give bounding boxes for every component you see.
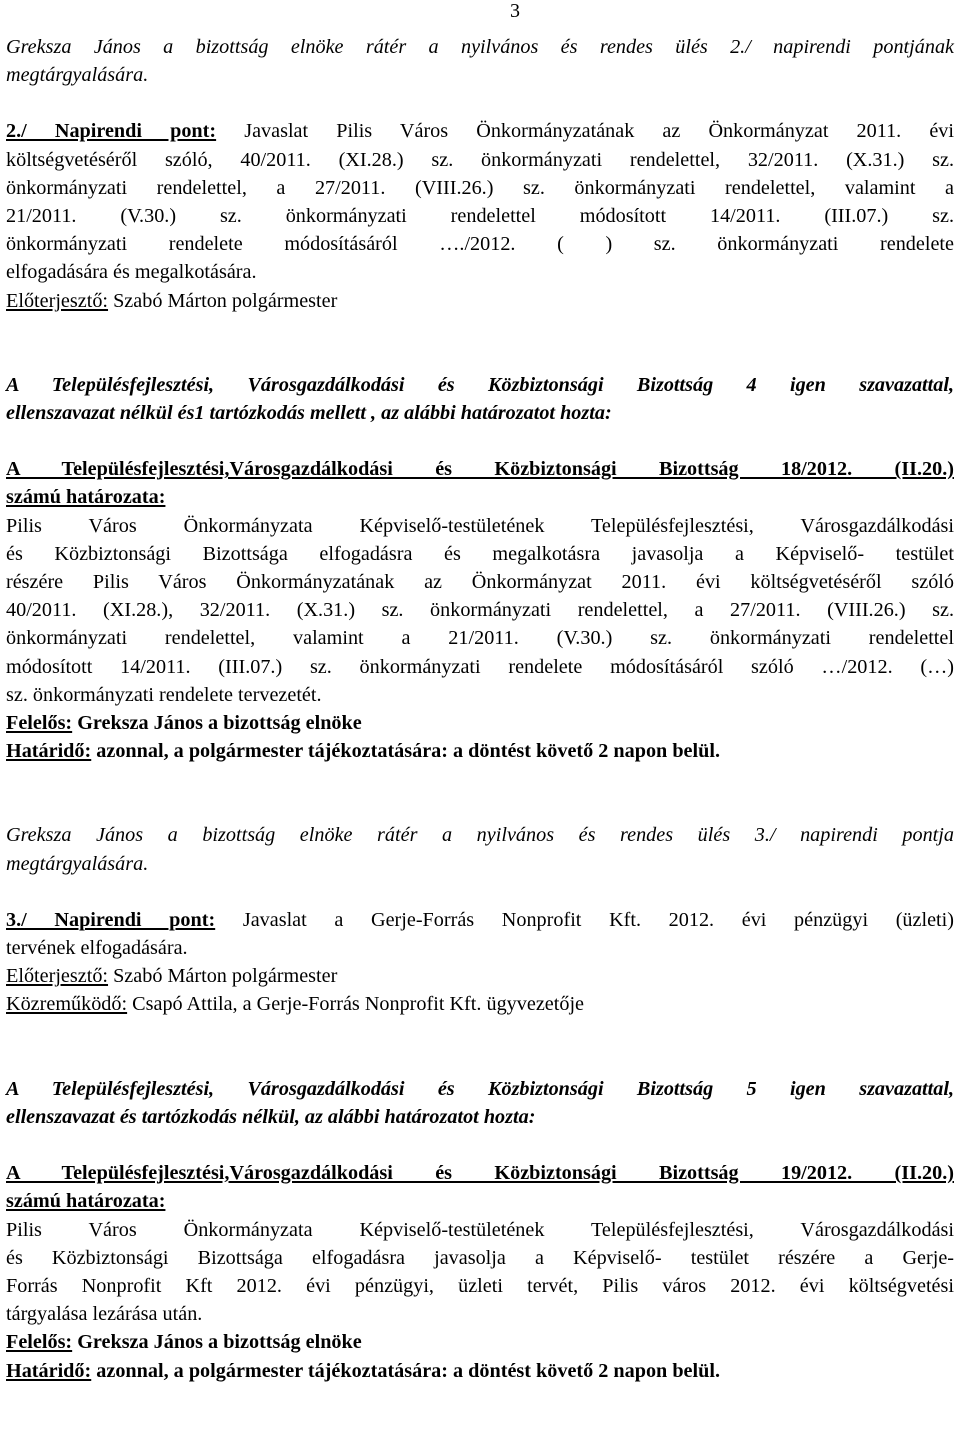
page-number: 3: [510, 0, 520, 22]
agenda-item-line: önkormányzati rendelete módosításáról …./2012. ( ) sz. önkormányzati rendelete: [6, 233, 954, 256]
vote-summary-line: A Településfejlesztési, Városgazdálkodási és Közbiztonsági Bizottság 4 igen szavazattal,: [6, 373, 954, 396]
vote-summary-line: A Településfejlesztési, Városgazdálkodási és Közbiztonsági Bizottság 5 igen szavazattal,: [6, 1077, 954, 1100]
agenda-item-line: [6, 906, 954, 934]
deadline-line: [6, 1357, 954, 1385]
responsible-label: Felelős:: [6, 1331, 73, 1354]
agenda-text: Javaslat a Gerje-Forrás Nonprofit Kft. 2012. évi pénzügyi (üzleti): [215, 908, 954, 931]
resolution-body-line: tárgyalása lezárása után.: [6, 1303, 203, 1326]
agenda-item-line: önkormányzati rendelettel, a 27/2011. (VIII.26.) sz. önkormányzati rendelettel, valamint a: [6, 176, 954, 199]
responsible-line: [6, 709, 954, 737]
resolution-title: számú határozata:: [6, 486, 166, 509]
resolution-body-line: Forrás Nonprofit Kft 2012. évi pénzügyi, üzleti tervét, Pilis város 2012. évi költségvetési: [6, 1274, 954, 1297]
responsible-line: [6, 1328, 954, 1356]
deadline-text: azonnal, a polgármester tájékoztatására: a döntést követő 2 napon belül.: [91, 740, 721, 763]
resolution-body-line: Pilis Város Önkormányzata Képviselő-testületének Településfejlesztési, Városgazdálkodási: [6, 514, 954, 537]
presenter-line: [6, 287, 954, 315]
presenter-name: Szabó Márton polgármester: [108, 965, 338, 988]
resolution-title: A Településfejlesztési,Városgazdálkodási és Közbiztonsági Bizottság 19/2012. (II.20.): [6, 1162, 954, 1185]
responsible-label: Felelős:: [6, 712, 73, 735]
section-intro-line: megtárgyalására.: [6, 852, 149, 875]
responsible-text: Greksza János a bizottság elnöke: [72, 712, 362, 735]
presenter-name: Szabó Márton polgármester: [108, 289, 338, 312]
deadline-text: azonnal, a polgármester tájékoztatására: a döntést követő 2 napon belül.: [91, 1359, 721, 1382]
section-intro-line: Greksza János a bizottság elnöke rátér a nyilvános és rendes ülés 3./ napirendi pontja: [6, 824, 954, 847]
resolution-title: számú határozata:: [6, 1190, 166, 1213]
agenda-text: Javaslat Pilis Város Önkormányzatának az Önkormányzat 2011. évi: [216, 120, 954, 143]
presenter-line: [6, 962, 954, 990]
resolution-body-line: részére Pilis Város Önkormányzatának az Önkormányzat 2011. évi költségvetéséről szóló: [6, 571, 954, 594]
deadline-line: [6, 737, 954, 765]
document-body: [6, 33, 954, 1385]
deadline-label: Határidő:: [6, 740, 92, 763]
resolution-body-line: és Közbiztonsági Bizottsága elfogadásra javasolja a Képviselő- testület részére a Gerje-: [6, 1246, 954, 1269]
contributor-name: Csapó Attila, a Gerje-Forrás Nonprofit Kft. ügyvezetője: [127, 993, 585, 1016]
agenda-item-line: elfogadására és megalkotására.: [6, 261, 257, 284]
agenda-item-line: tervének elfogadására.: [6, 937, 188, 960]
agenda-label: 3./ Napirendi pont:: [6, 908, 216, 931]
resolution-title: A Településfejlesztési,Városgazdálkodási és Közbiztonsági Bizottság 18/2012. (II.20.): [6, 458, 954, 481]
vote-summary-line: ellenszavazat nélkül és1 tartózkodás mellett , az alábbi határozatot hozta:: [6, 402, 612, 425]
agenda-label: 2./ Napirendi pont:: [6, 120, 217, 143]
presenter-label: Előterjesztő:: [6, 965, 109, 988]
resolution-body-line: módosított 14/2011. (III.07.) sz. önkormányzati rendelete módosításáról szóló …/2012. (…): [6, 655, 954, 678]
resolution-body-line: sz. önkormányzati rendelete tervezetét.: [6, 683, 322, 706]
resolution-body-line: és Közbiztonsági Bizottsága elfogadásra és megalkotásra javasolja a Képviselő- testület: [6, 542, 954, 565]
resolution-body-line: önkormányzati rendelettel, valamint a 21/2011. (V.30.) sz. önkormányzati rendelettel: [6, 627, 954, 650]
contributor-line: [6, 990, 954, 1018]
responsible-text: Greksza János a bizottság elnöke: [72, 1331, 362, 1354]
section-intro-line: megtárgyalására.: [6, 64, 149, 87]
vote-summary-line: ellenszavazat és tartózkodás nélkül, az alábbi határozatot hozta:: [6, 1105, 536, 1128]
resolution-body-line: 40/2011. (XI.28.), 32/2011. (X.31.) sz. önkormányzati rendelettel, a 27/2011. (VIII.26.) sz.: [6, 599, 954, 622]
agenda-item-line: [6, 117, 954, 145]
presenter-label: Előterjesztő:: [6, 289, 109, 312]
section-intro-line: Greksza János a bizottság elnöke rátér a nyilvános és rendes ülés 2./ napirendi pontjának: [6, 36, 954, 58]
agenda-item-line: 21/2011. (V.30.) sz. önkormányzati rendelettel módosított 14/2011. (III.07.) sz.: [6, 205, 954, 228]
deadline-label: Határidő:: [6, 1359, 92, 1382]
agenda-item-line: költségvetéséről szóló, 40/2011. (XI.28.) sz. önkormányzati rendelettel, 32/2011. (X.31.) sz.: [6, 148, 954, 171]
resolution-body-line: Pilis Város Önkormányzata Képviselő-testületének Településfejlesztési, Városgazdálkodási: [6, 1218, 954, 1241]
contributor-label: Közreműködő:: [6, 993, 128, 1016]
